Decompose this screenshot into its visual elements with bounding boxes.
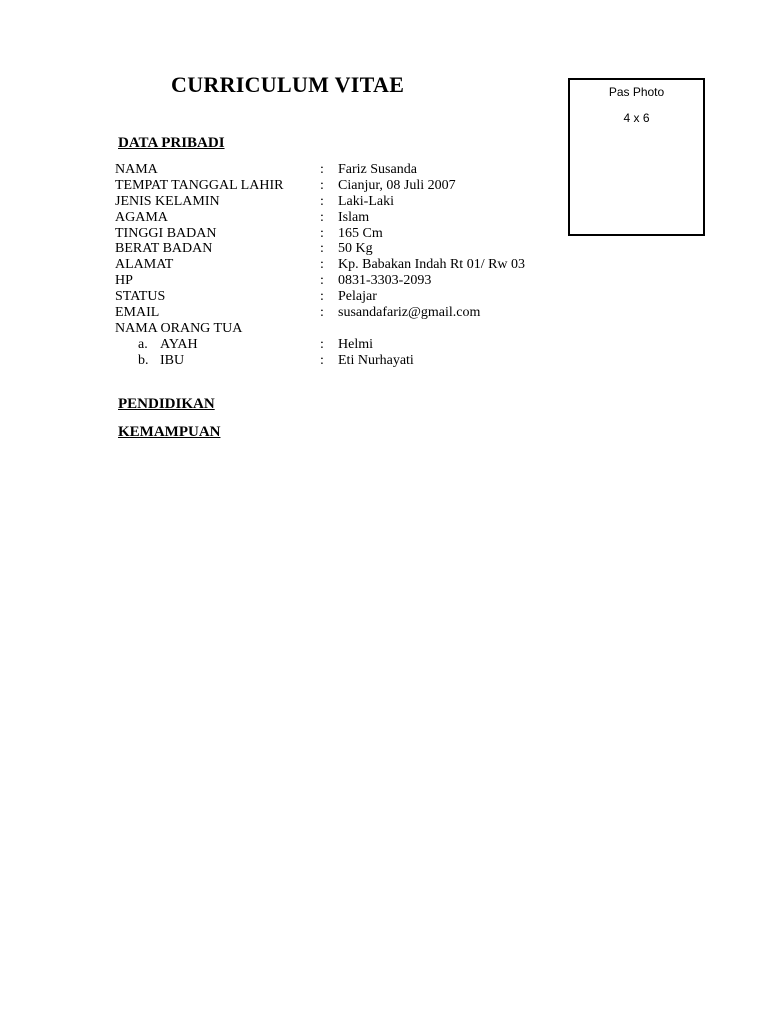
- row-separator: :: [320, 193, 324, 209]
- list-marker: b.: [138, 352, 149, 368]
- photo-placeholder: [568, 78, 705, 236]
- row-value: 50 Kg: [338, 241, 373, 257]
- row-separator: :: [320, 336, 324, 352]
- row-label: ALAMAT: [115, 257, 174, 273]
- row-value: Fariz Susanda: [338, 162, 417, 177]
- row-separator: :: [320, 241, 324, 257]
- row-value: 165 Cm: [338, 225, 383, 241]
- section-heading-kemampuan: KEMAMPUAN: [118, 424, 221, 440]
- list-marker: a.: [138, 336, 148, 352]
- document-title: CURRICULUM VITAE: [171, 72, 405, 97]
- data-row-tinggi-badan: [115, 226, 575, 242]
- row-value: Kp. Babakan Indah Rt 01/ Rw 03: [338, 257, 526, 273]
- data-row-hp: [115, 273, 575, 289]
- row-separator: :: [320, 177, 324, 193]
- data-row-status: [115, 289, 575, 305]
- row-value: Eti Nurhayati: [338, 352, 414, 368]
- row-separator: :: [320, 305, 324, 321]
- data-row-agama: [115, 210, 575, 226]
- row-separator: :: [320, 352, 324, 368]
- row-label: NAMA ORANG TUA: [115, 320, 243, 336]
- row-label: NAMA: [115, 162, 158, 177]
- parent-label: IBU: [160, 352, 185, 368]
- row-label: EMAIL: [115, 305, 160, 321]
- parent-label: AYAH: [160, 336, 198, 352]
- row-separator: :: [320, 273, 324, 289]
- photo-label: Pas Photo: [608, 85, 665, 99]
- photo-size: 4 x 6: [623, 111, 650, 125]
- data-row-jenis-kelamin: [115, 194, 575, 210]
- row-label: TINGGI BADAN: [115, 225, 217, 241]
- data-row-nama-orang-tua: [115, 321, 575, 337]
- data-row-email: [115, 305, 575, 321]
- row-value: 0831-3303-2093: [338, 273, 432, 289]
- data-row-alamat: [115, 257, 575, 273]
- row-label: [138, 337, 198, 353]
- row-value: Islam: [338, 209, 370, 225]
- row-separator: :: [320, 289, 324, 305]
- section-heading-data-pribadi: DATA PRIBADI: [118, 135, 225, 151]
- data-row-nama: [115, 162, 575, 178]
- row-label: TEMPAT TANGGAL LAHIR: [115, 177, 284, 193]
- row-value: Cianjur, 08 Juli 2007: [338, 177, 456, 193]
- data-row-ibu: [115, 353, 575, 369]
- data-row-tempat-tanggal-lahir: [115, 178, 575, 194]
- row-separator: :: [320, 225, 324, 241]
- row-separator: :: [320, 257, 324, 273]
- row-value: susandafariz@gmail.com: [338, 305, 481, 321]
- section-heading-pendidikan: PENDIDIKAN: [118, 396, 215, 412]
- row-label: HP: [115, 273, 133, 289]
- row-label: BERAT BADAN: [115, 241, 213, 257]
- data-row-ayah: [115, 337, 575, 353]
- row-label: [138, 353, 184, 369]
- row-value: Pelajar: [338, 289, 377, 305]
- row-value: Laki-Laki: [338, 193, 394, 209]
- row-label: JENIS KELAMIN: [115, 193, 220, 209]
- row-label: STATUS: [115, 289, 166, 305]
- data-row-berat-badan: [115, 241, 575, 257]
- row-label: AGAMA: [115, 209, 168, 225]
- personal-data-list: [115, 162, 575, 369]
- row-value: Helmi: [338, 336, 373, 352]
- row-separator: :: [320, 209, 324, 225]
- row-separator: :: [320, 162, 324, 177]
